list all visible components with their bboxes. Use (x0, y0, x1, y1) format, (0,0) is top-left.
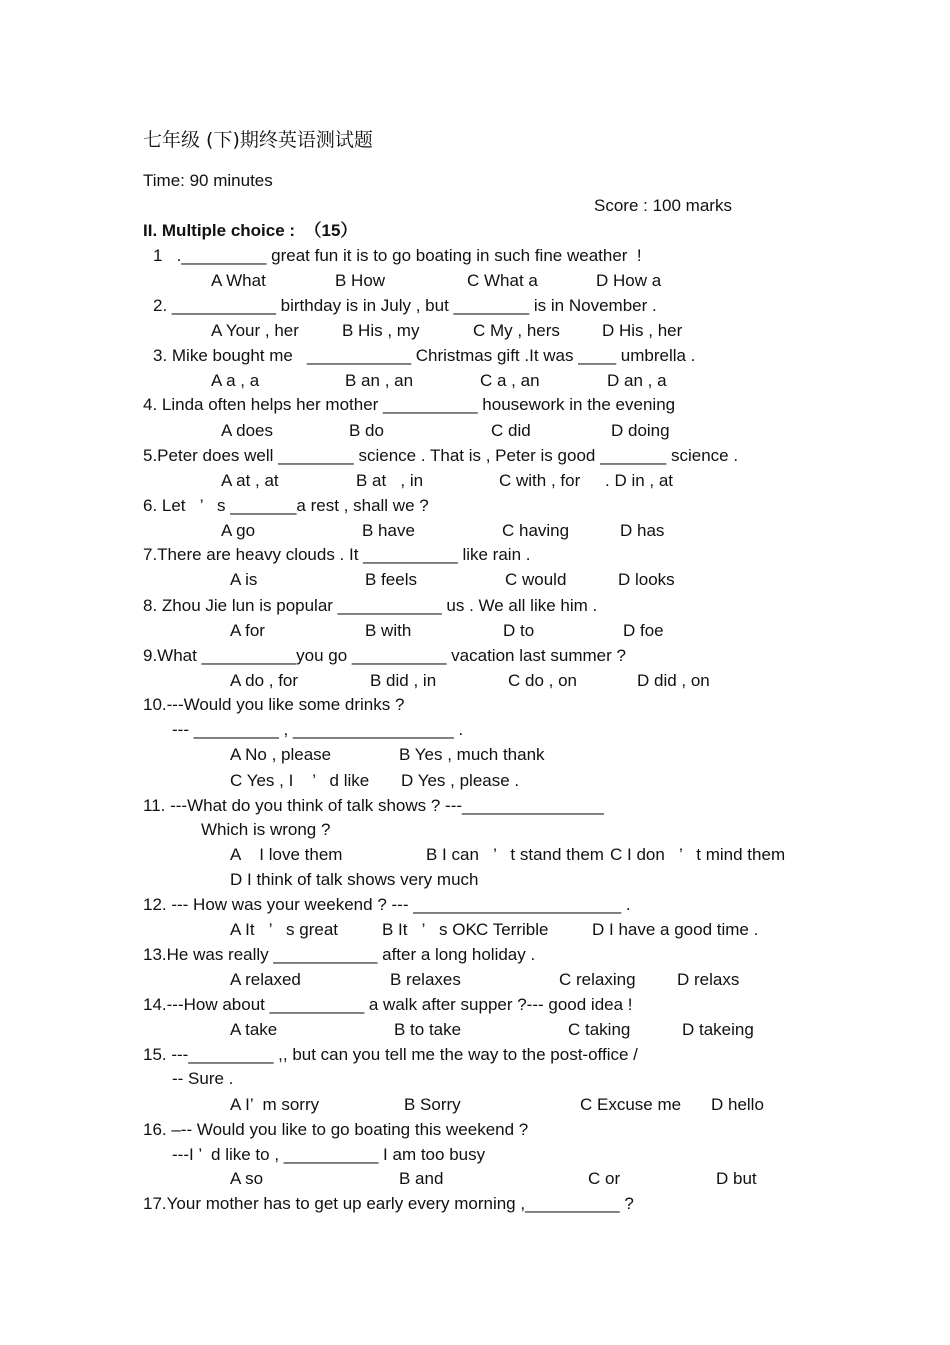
option: A Your , her (211, 321, 299, 340)
option: A take (230, 1020, 278, 1039)
question-stem: 8. Zhou Jie lun is popular ___________ us . We all like him . (143, 596, 598, 615)
option: C would (505, 570, 567, 589)
option: C I don ’ t mind them (610, 845, 786, 864)
question-stem: 9.What __________you go __________ vacation last summer ? (143, 646, 626, 665)
option: A relaxed (230, 970, 301, 989)
option: C My , hers (473, 321, 560, 340)
option: D How a (596, 271, 662, 290)
option: A so (230, 1169, 264, 1188)
question-sub-line: ---I ’ d like to , __________ I am too busy (172, 1145, 486, 1164)
option: D His , her (602, 321, 683, 340)
question-sub-line: --- _________ , _________________ . (172, 720, 464, 739)
question-stem: 11. ---What do you think of talk shows ? ---_______________ (143, 796, 604, 815)
score-label: Score : 100 marks (594, 196, 732, 215)
option: A It ’ s great (230, 920, 339, 939)
question-stem: 13.He was really ___________ after a long holiday . (143, 945, 536, 964)
option: D hello (711, 1095, 764, 1114)
option: A go (221, 521, 256, 540)
option: B with (365, 621, 412, 640)
option: C a , an (480, 371, 540, 390)
question-stem: 4. Linda often helps her mother __________ housework in the evening (143, 395, 676, 414)
option: C or (588, 1169, 621, 1188)
question-stem: 15. ---_________ ,, but can you tell me the way to the post-office / (143, 1045, 638, 1064)
option: D has (620, 521, 665, 540)
option: A I love them (230, 845, 343, 864)
option: A What (211, 271, 266, 290)
question-stem: 3. Mike bought me ___________ Christmas gift .It was ____ umbrella . (153, 346, 696, 365)
option: C having (502, 521, 570, 540)
option: A at , at (221, 471, 279, 490)
option: A a , a (211, 371, 260, 390)
option: A is (230, 570, 258, 589)
option: B did , in (370, 671, 437, 690)
option: B at , in (356, 471, 424, 490)
option: D to (503, 621, 535, 640)
option: D looks (618, 570, 675, 589)
option: C Terrible (476, 920, 549, 939)
option: B Sorry (404, 1095, 461, 1114)
option: B His , my (342, 321, 420, 340)
option: C Excuse me (580, 1095, 682, 1114)
question-stem: 6. Let ’ s _______a rest , shall we ? (143, 496, 429, 515)
option: C taking (568, 1020, 631, 1039)
option: A No , please (230, 745, 332, 764)
question-stem: 1 ._________ great fun it is to go boating in such fine weather ! (153, 246, 642, 265)
option: C relaxing (559, 970, 636, 989)
option: C with , for (499, 471, 581, 490)
option: A does (221, 421, 273, 440)
option: B to take (394, 1020, 462, 1039)
question-stem: 2. ___________ birthday is in July , but ________ is in November . (153, 296, 657, 315)
question-stem: 10.---Would you like some drinks ? (143, 695, 405, 714)
option: D I have a good time . (592, 920, 759, 939)
question-stem: 7.There are heavy clouds . It __________ like rain . (143, 545, 531, 564)
question-stem: 17.Your mother has to get up early every morning ,__________ ? (143, 1194, 634, 1213)
option: B relaxes (390, 970, 461, 989)
option: D did , on (637, 671, 710, 690)
option: D foe (623, 621, 664, 640)
option: C What a (467, 271, 538, 290)
option: D takeing (682, 1020, 754, 1039)
option: C Yes , I ’ d like (230, 771, 370, 790)
question-stem: 16. –-- Would you like to go boating this weekend ? (143, 1120, 529, 1139)
option: B have (362, 521, 415, 540)
option: C did (491, 421, 531, 440)
option: D Yes , please . (401, 771, 520, 790)
option: D but (716, 1169, 757, 1188)
option: A I’ m sorry (230, 1095, 320, 1114)
option: D doing (611, 421, 670, 440)
option: B It ’ s OK (382, 920, 477, 939)
option: C do , on (508, 671, 577, 690)
option: B feels (365, 570, 417, 589)
section-heading: II. Multiple choice : （15） (143, 221, 358, 240)
question-sub-line: Which is wrong ? (201, 820, 331, 839)
page-title: 七年级 (下)期终英语测试题 (143, 129, 373, 151)
option: . D in , at (605, 471, 674, 490)
option: A do , for (230, 671, 299, 690)
option: A for (230, 621, 265, 640)
question-stem: 14.---How about __________ a walk after supper ?--- good idea ! (143, 995, 633, 1014)
question-sub-line: -- Sure . (172, 1069, 234, 1088)
option: B How (335, 271, 386, 290)
option: B Yes , much thank (399, 745, 545, 764)
option: D I think of talk shows very much (230, 870, 479, 889)
option: D relaxs (677, 970, 740, 989)
option: B I can ’ t stand them (426, 845, 604, 864)
question-stem: 5.Peter does well ________ science . That is , Peter is good _______ science . (143, 446, 739, 465)
option: B do (349, 421, 384, 440)
option: D an , a (607, 371, 667, 390)
option: B and (399, 1169, 444, 1188)
time-label: Time: 90 minutes (143, 171, 273, 190)
question-stem: 12. --- How was your weekend ? --- ______________________ . (143, 895, 631, 914)
option: B an , an (345, 371, 414, 390)
